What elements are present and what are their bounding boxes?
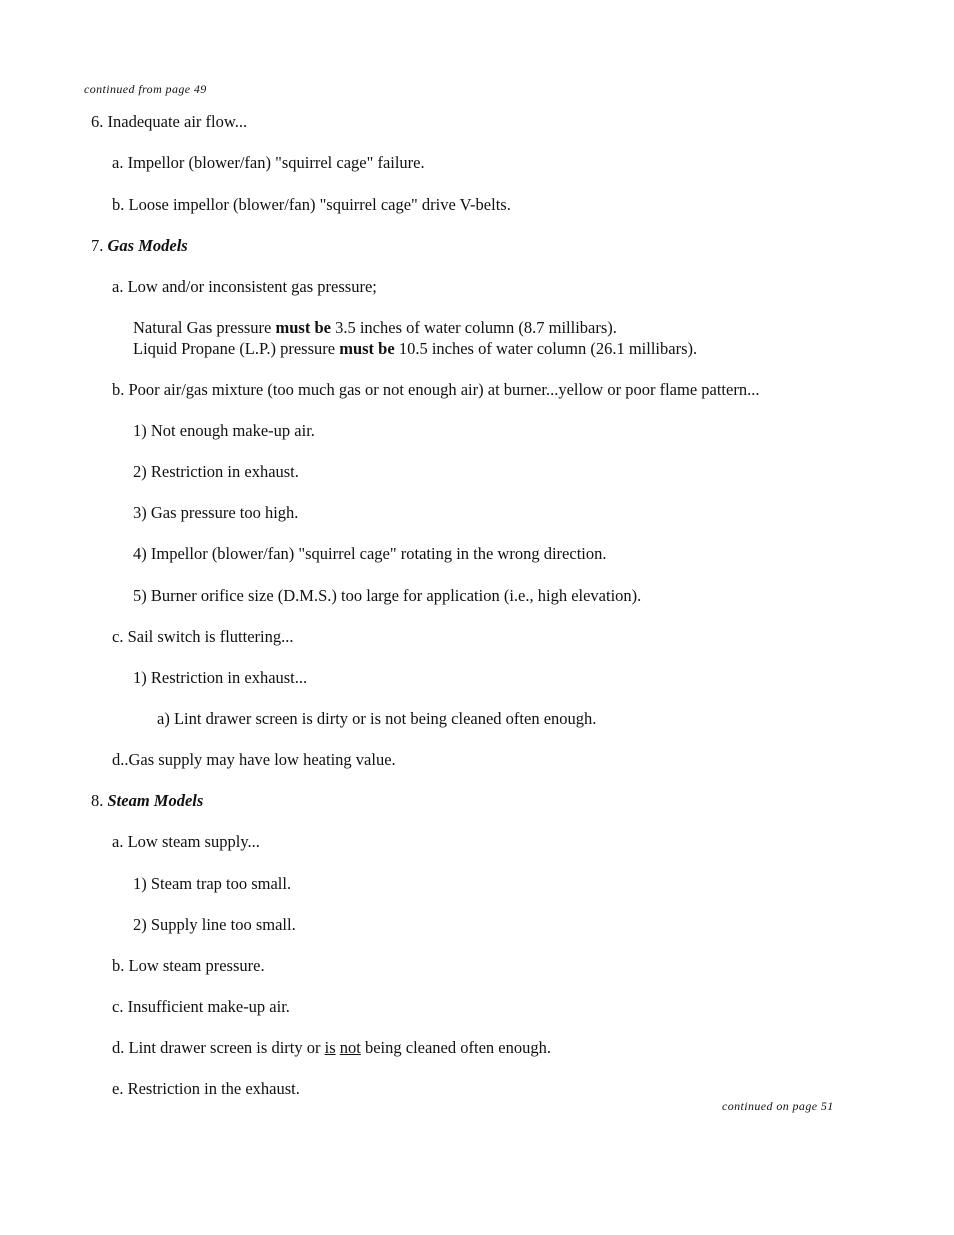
list-item-8d	[112, 1038, 551, 1058]
item-text: Burner orifice size (D.M.S.) too large for application (i.e., high elevation).	[150, 586, 642, 605]
item-subnumber: 1)	[133, 668, 147, 687]
item-subnumber: 4)	[133, 544, 147, 563]
item-text: Not enough make-up air.	[150, 421, 315, 440]
list-item-7b5	[133, 586, 641, 606]
list-item-7c	[112, 627, 293, 647]
item-letter: b.	[112, 195, 125, 214]
item-letter: b.	[112, 380, 125, 399]
list-item-6	[91, 112, 247, 132]
list-item-7b1	[133, 421, 315, 441]
item-subnumber: 2)	[133, 915, 147, 934]
underlined-not: not	[339, 1038, 361, 1057]
list-item-7b3	[133, 503, 298, 523]
item-number: 7.	[91, 236, 104, 255]
list-item-8b	[112, 956, 265, 976]
list-item-7b2	[133, 462, 299, 482]
item-text: Low steam pressure.	[128, 956, 265, 975]
list-item-8	[91, 791, 203, 811]
list-item-7c1a	[157, 709, 596, 729]
item-letter: c.	[112, 627, 124, 646]
item-letter: a.	[112, 153, 124, 172]
item-text: Impellor (blower/fan) "squirrel cage" failure.	[127, 153, 425, 172]
item-letter: a.	[112, 277, 124, 296]
list-item-8c	[112, 997, 290, 1017]
continued-from-note: continued from page 49	[84, 82, 207, 96]
item-text: Supply line too small.	[150, 915, 296, 934]
item-number: 8.	[91, 791, 104, 810]
list-item-6b	[112, 195, 511, 215]
item-text: Restriction in exhaust...	[150, 668, 308, 687]
item-subnumber: 1)	[133, 874, 147, 893]
note-text: Liquid Propane (L.P.) pressure	[133, 339, 340, 358]
list-item-8a	[112, 832, 260, 852]
list-item-8a1	[133, 874, 291, 894]
item-text: Poor air/gas mixture (too much gas or not enough air) at burner...yellow or poor flame pattern...	[128, 380, 760, 399]
item-text: Gas supply may have low heating value.	[128, 750, 396, 769]
list-item-7d	[112, 750, 396, 770]
underlined-is: is	[324, 1038, 336, 1057]
item-subnumber: 5)	[133, 586, 147, 605]
note-text: 10.5 inches of water column (26.1 millibars).	[394, 339, 698, 358]
item-subnumber: 3)	[133, 503, 147, 522]
item-subnumber: 2)	[133, 462, 147, 481]
item-text: Loose impellor (blower/fan) "squirrel cage" drive V-belts.	[128, 195, 511, 214]
item-subnumber: 1)	[133, 421, 147, 440]
item-letter: d.	[112, 1038, 125, 1057]
item-text: Gas pressure too high.	[150, 503, 299, 522]
item-text: Insufficient make-up air.	[127, 997, 290, 1016]
list-item-7b	[112, 380, 759, 400]
item-text: Low steam supply...	[127, 832, 260, 851]
item-subletter: a)	[157, 709, 170, 728]
item-text: Sail switch is fluttering...	[127, 627, 294, 646]
item-letter: d..	[112, 750, 129, 769]
item-number: 6.	[91, 112, 104, 131]
note-emphasis: must be	[275, 318, 331, 337]
item-text: Restriction in exhaust.	[150, 462, 299, 481]
list-item-8a2	[133, 915, 296, 935]
note-emphasis: must be	[339, 339, 395, 358]
list-item-7c1	[133, 668, 307, 688]
item-text: Lint drawer screen is dirty or	[128, 1038, 325, 1057]
item-letter: b.	[112, 956, 125, 975]
note-text: 3.5 inches of water column (8.7 millibars).	[330, 318, 617, 337]
continued-on-note: continued on page 51	[722, 1099, 834, 1113]
gas-pressure-note-natural	[133, 318, 617, 338]
item-letter: e.	[112, 1079, 124, 1098]
list-item-7	[91, 236, 188, 256]
gas-pressure-note-lp	[133, 339, 697, 359]
section-heading-gas-models: Gas Models	[107, 236, 188, 255]
item-text: Restriction in the exhaust.	[127, 1079, 300, 1098]
item-text: Impellor (blower/fan) "squirrel cage" rotating in the wrong direction.	[150, 544, 607, 563]
list-item-8e	[112, 1079, 300, 1099]
item-letter: a.	[112, 832, 124, 851]
note-text: Natural Gas pressure	[133, 318, 276, 337]
item-text: being cleaned often enough.	[360, 1038, 551, 1057]
item-text: Lint drawer screen is dirty or is not being cleaned often enough.	[173, 709, 597, 728]
section-heading-steam-models: Steam Models	[107, 791, 204, 810]
list-item-7b4	[133, 544, 607, 564]
item-text: Inadequate air flow...	[107, 112, 248, 131]
list-item-6a	[112, 153, 425, 173]
item-letter: c.	[112, 997, 124, 1016]
list-item-7a	[112, 277, 377, 297]
item-text: Low and/or inconsistent gas pressure;	[127, 277, 377, 296]
item-text: Steam trap too small.	[150, 874, 292, 893]
